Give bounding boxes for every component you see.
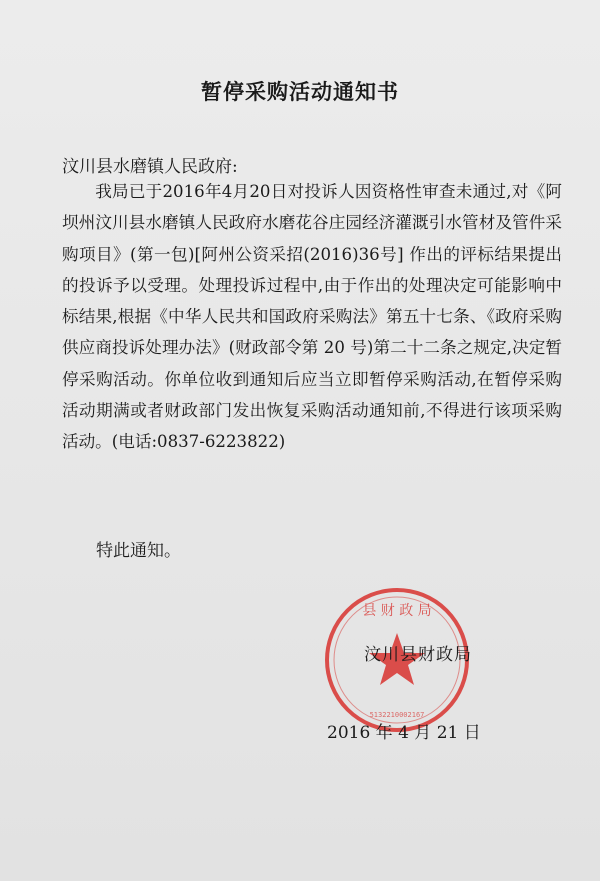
addressee: 汶川县水磨镇人民政府: <box>62 157 238 177</box>
issuer-name: 汶川县财政局 <box>364 645 472 665</box>
notice-body <box>62 176 562 458</box>
document-title: 暂停采购活动通知书 <box>201 80 399 104</box>
body-paragraph: 我局已于2016年4月20日对投诉人因资格性审查未通过,对《阿坝州汶川县水磨镇人民政府水磨花谷庄园经济灌溉引水管材及管件采购项目》(第一包)[阿州公资采招(2016)36号] 作出的评标结果提出的投诉予以受理。处理投诉过程中,由于作出的处理决定可能影响中标结果,根据《中华人民共和国政府采购法》第五十七条、《政府采购供应商投诉处理办法》(财政部令第 20 号)第二十二条之规定,决定暂停采购活动。你单位收到通知后应当立即暂停采购活动,在暂停采购活动期满或者财政部门发出恢复采购活动通知前,不得进行该项采购活动。(电话:0837-6223822) <box>62 182 562 452</box>
closing-line: 特此通知。 <box>96 541 181 561</box>
issue-date: 2016 年 4 月 21 日 <box>327 723 481 743</box>
svg-text:县 财 政 局: 县 财 政 局 <box>362 603 432 619</box>
svg-text:5132210002167: 5132210002167 <box>369 711 425 719</box>
